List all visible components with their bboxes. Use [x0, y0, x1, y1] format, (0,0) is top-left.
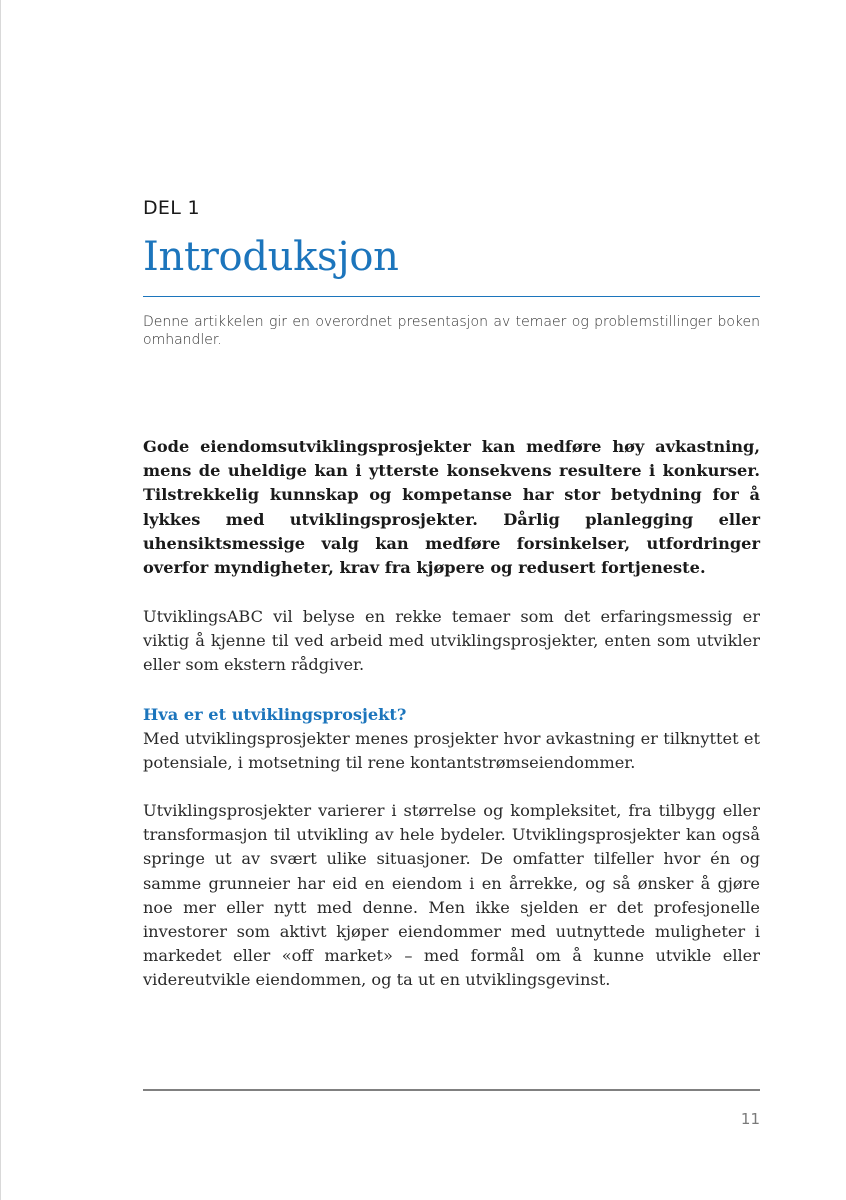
part-label: DEL 1: [143, 197, 200, 219]
page-number: 11: [740, 1110, 760, 1128]
section-heading: Hva er et utviklingsprosjekt?: [143, 705, 407, 724]
title-divider: [143, 296, 760, 297]
chapter-title: Introduksjon: [143, 234, 399, 280]
page-edge: [0, 0, 1, 1200]
chapter-intro: Denne artikkelen gir en overordnet presentasjon av temaer og problemstillinger boken omhandler.: [143, 314, 760, 348]
body-paragraph-2: Med utviklingsprosjekter menes prosjekter hvor avkastning er tilknyttet et potensiale, i motsetning til rene kontantstrømseiendommer.: [143, 729, 760, 773]
body-paragraph-3: Utviklingsprosjekter varierer i størrelse og kompleksitet, fra tilbygg eller transformasjon til utvikling av hele bydeler. Utviklingsprosjekter kan også springe ut av svært ulike situasjoner. De omfatter tilfeller hvor én og samme grunneier har eid en eiendom i en årrekke, og så ønsker å gjøre noe mer eller nytt med denne. Men ikke sjelden er det profesjonelle investorer som aktivt kjøper eiendommer med uutnyttede muligheter i markedet eller «off market» – med formål om å kunne utvikle eller videreutvikle eiendommen, og ta ut en utviklingsgevinst.: [143, 801, 760, 990]
footer-divider: [143, 1089, 760, 1091]
body-paragraph-1: UtviklingsABC vil belyse en rekke temaer som det erfaringsmessig er viktig å kjenne til ved arbeid med utviklingsprosjekter, enten som utvikler eller som ekstern rådgiver.: [143, 607, 760, 675]
lead-paragraph: Gode eiendomsutviklingsprosjekter kan medføre høy avkastning, mens de uheldige kan i ytterste konsekvens resultere i konkurser. Tilstrekkelig kunnskap og kompetanse har stor betydning for å lykkes med utviklingsprosjekter. Dårlig planlegging eller uhensiktsmessige valg kan medføre forsinkelser, utfordringer overfor myndigheter, krav fra kjøpere og redusert fortjeneste.: [143, 437, 760, 578]
